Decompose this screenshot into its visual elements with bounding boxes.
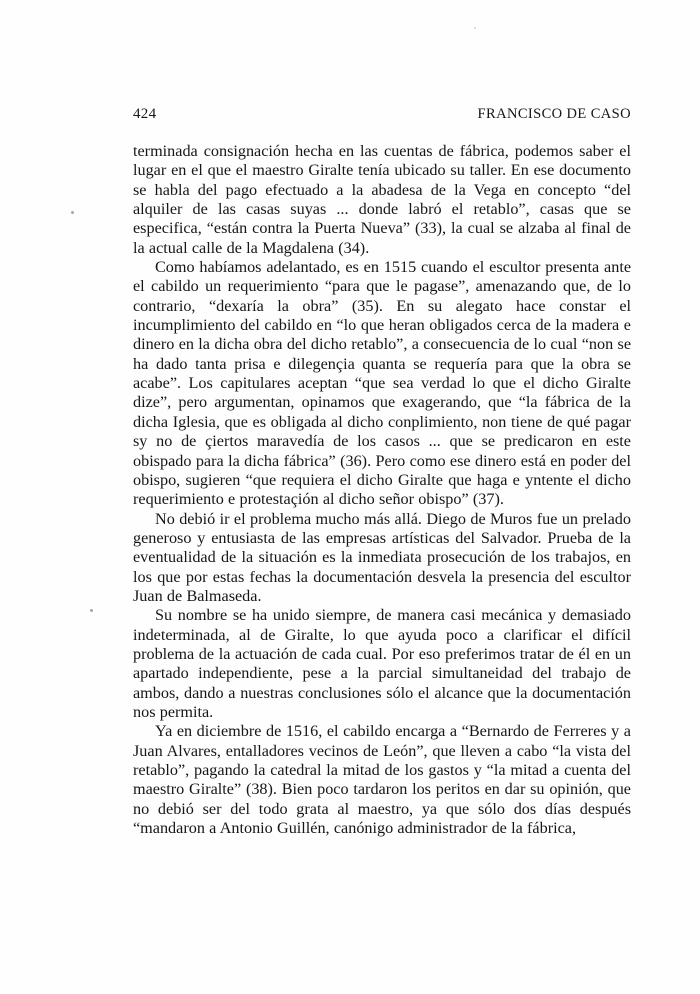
page-number: 424 (133, 106, 157, 122)
scan-speck (474, 27, 476, 29)
body-text-block (133, 142, 631, 838)
paragraph-4: Su nombre se ha unido siempre, de manera casi mecánica y demasiado indeterminada, al de Giralte, lo que ayuda poco a clarificar el difícil problema de la actuación de cada cual. Por eso preferimos tratar de él en un apartado independiente, pese a la parcial simultaneidad del trabajo de ambos, dando a nuestras conclusiones sólo el alcance que la documentación nos permita. (133, 606, 631, 721)
paragraph-2: Como habíamos adelantado, es en 1515 cuando el escultor presenta ante el cabildo un requerimiento “para que le pagase”, amenazando que, de lo contrario, “dexaría la obra” (35). En su alegato hace constar el incumplimiento del cabildo en “lo que heran obligados cerca de la madera e dinero en la dicha obra del dicho retablo”, a consecuencia de lo cual “non se ha dado tanta prisa e dilegençia quanta se requería para que la obra se acabe”. Los capitulares aceptan “que sea verdad lo que el dicho Giralte dize”, pero argumentan, opinamos que exagerando, que “la fábrica de la dicha Iglesia, que es obligada al dicho conplimiento, non tiene de qué pagar sy no de çiertos maravedía de los casos ... que se predicaron en este obispado para la dicha fábrica” (36). Pero como ese dinero está en poder del obispo, sugieren “que requiera el dicho Giralte que haga e yntente el dicho requerimiento e protestaçión al dicho señor obispo” (37). (133, 258, 631, 509)
scan-speck (90, 609, 93, 612)
scan-speck (71, 211, 74, 214)
running-title: FRANCISCO DE CASO (477, 106, 631, 122)
paragraph-5: Ya en diciembre de 1516, el cabildo encarga a “Bernardo de Ferreres y a Juan Alvares, entalladores vecinos de León”, que lleven a cabo “la vista del retablo”, pagando la catedral la mitad de los gastos y “la mitad a cuenta del maestro Giralte” (38). Bien poco tardaron los peritos en dar su opinión, que no debió ser del todo grata al maestro, ya que sólo dos días después “mandaron a Antonio Guillén, canónigo administrador de la fábrica, (133, 722, 631, 838)
paragraph-1: terminada consignación hecha en las cuentas de fábrica, podemos saber el lugar en el que el maestro Giralte tenía ubicado su taller. En ese documento se habla del pago efectuado a la abadesa de la Vega en concepto “del alquiler de las casas suyas ... donde labró el retablo”, casas que se especifica, “están contra la Puerta Nueva” (33), la cual se alzaba al final de la actual calle de la Magdalena (34). (133, 142, 631, 257)
paragraph-3: No debió ir el problema mucho más allá. Diego de Muros fue un prelado generoso y entusiasta de las empresas artísticas del Salvador. Prueba de la eventualidad de la situación es la inmediata prosecución de los trabajos, en los que por estas fechas la documentación desvela la presencia del escultor Juan de Balmaseda. (133, 509, 631, 605)
page-header (133, 106, 631, 123)
